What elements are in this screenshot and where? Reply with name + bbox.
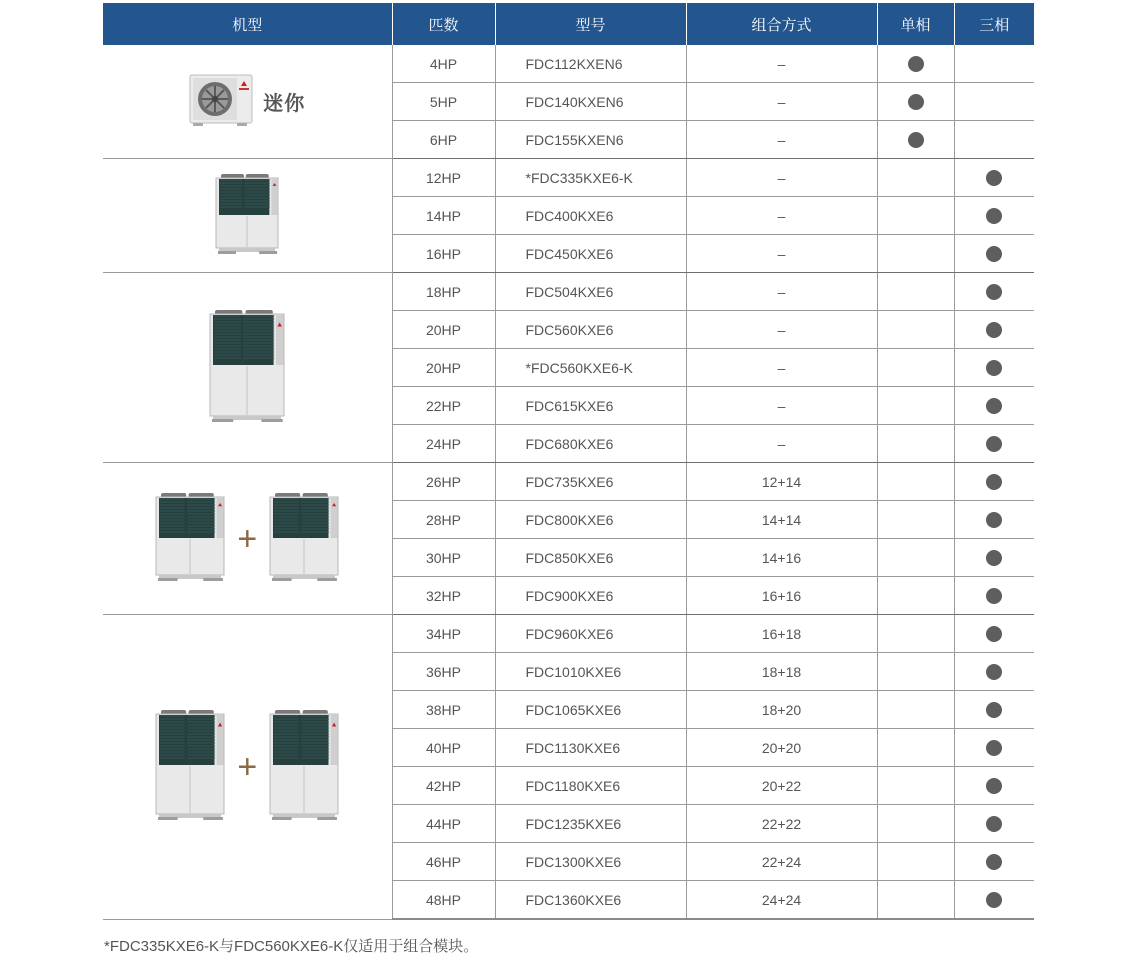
horsepower-cell: 40HP bbox=[392, 729, 495, 767]
horsepower-cell: 24HP bbox=[392, 425, 495, 463]
plus-sign: + bbox=[237, 519, 258, 558]
availability-dot-icon bbox=[986, 550, 1002, 566]
unit-type-cell bbox=[103, 273, 392, 463]
horsepower-cell: 26HP bbox=[392, 463, 495, 501]
model-number-cell: FDC400KXE6 bbox=[495, 197, 686, 235]
horsepower-cell: 42HP bbox=[392, 767, 495, 805]
combination-cell: – bbox=[686, 425, 877, 463]
three-phase-cell bbox=[954, 577, 1034, 615]
single-phase-cell bbox=[877, 463, 954, 501]
single-phase-cell bbox=[877, 349, 954, 387]
single-phase-cell bbox=[877, 121, 954, 159]
header-single-phase: 单相 bbox=[877, 3, 954, 45]
availability-dot-icon bbox=[986, 322, 1002, 338]
combination-cell: 18+20 bbox=[686, 691, 877, 729]
combination-cell: – bbox=[686, 159, 877, 197]
unit-type-cell bbox=[103, 615, 392, 920]
horsepower-cell: 44HP bbox=[392, 805, 495, 843]
combination-cell: 22+24 bbox=[686, 843, 877, 881]
horsepower-cell: 30HP bbox=[392, 539, 495, 577]
three-phase-cell bbox=[954, 805, 1034, 843]
unit-type-cell bbox=[103, 45, 392, 159]
availability-dot-icon bbox=[986, 474, 1002, 490]
horsepower-cell: 34HP bbox=[392, 615, 495, 653]
combination-cell: 14+14 bbox=[686, 501, 877, 539]
three-phase-cell bbox=[954, 197, 1034, 235]
unit-type-cell bbox=[103, 159, 392, 273]
mini-outdoor-unit-icon bbox=[189, 73, 253, 130]
horsepower-cell: 5HP bbox=[392, 83, 495, 121]
model-number-cell: FDC680KXE6 bbox=[495, 425, 686, 463]
availability-dot-icon bbox=[908, 94, 924, 110]
horsepower-cell: 36HP bbox=[392, 653, 495, 691]
availability-dot-icon bbox=[986, 702, 1002, 718]
horsepower-cell: 38HP bbox=[392, 691, 495, 729]
table-row bbox=[103, 615, 1034, 653]
model-number-cell: FDC1360KXE6 bbox=[495, 881, 686, 920]
unit-type-cell bbox=[103, 463, 392, 615]
header-horsepower: 匹数 bbox=[392, 3, 495, 45]
horsepower-cell: 16HP bbox=[392, 235, 495, 273]
table-row bbox=[103, 45, 1034, 83]
model-number-cell: FDC155KXEN6 bbox=[495, 121, 686, 159]
product-spec-table bbox=[103, 3, 1034, 920]
single-phase-cell bbox=[877, 197, 954, 235]
availability-dot-icon bbox=[986, 360, 1002, 376]
horsepower-cell: 12HP bbox=[392, 159, 495, 197]
small-module-unit-second-icon bbox=[269, 493, 339, 584]
three-phase-cell bbox=[954, 729, 1034, 767]
three-phase-cell bbox=[954, 653, 1034, 691]
horsepower-cell: 4HP bbox=[392, 45, 495, 83]
model-number-cell: FDC504KXE6 bbox=[495, 273, 686, 311]
model-number-cell: FDC1065KXE6 bbox=[495, 691, 686, 729]
model-number-cell: FDC850KXE6 bbox=[495, 539, 686, 577]
three-phase-cell bbox=[954, 273, 1034, 311]
single-phase-cell bbox=[877, 805, 954, 843]
horsepower-cell: 28HP bbox=[392, 501, 495, 539]
three-phase-cell bbox=[954, 691, 1034, 729]
horsepower-cell: 6HP bbox=[392, 121, 495, 159]
three-phase-cell bbox=[954, 121, 1034, 159]
model-number-cell: *FDC560KXE6-K bbox=[495, 349, 686, 387]
combination-cell: 16+18 bbox=[686, 615, 877, 653]
single-phase-cell bbox=[877, 767, 954, 805]
availability-dot-icon bbox=[908, 56, 924, 72]
header-unit-type: 机型 bbox=[103, 3, 392, 45]
availability-dot-icon bbox=[986, 778, 1002, 794]
combination-cell: 12+14 bbox=[686, 463, 877, 501]
combination-cell: 20+22 bbox=[686, 767, 877, 805]
three-phase-cell bbox=[954, 881, 1034, 920]
combination-cell: 18+18 bbox=[686, 653, 877, 691]
availability-dot-icon bbox=[986, 436, 1002, 452]
table-row bbox=[103, 463, 1034, 501]
combination-cell: – bbox=[686, 197, 877, 235]
model-number-cell: FDC450KXE6 bbox=[495, 235, 686, 273]
single-phase-cell bbox=[877, 45, 954, 83]
availability-dot-icon bbox=[986, 892, 1002, 908]
table-row bbox=[103, 159, 1034, 197]
single-phase-cell bbox=[877, 729, 954, 767]
single-phase-cell bbox=[877, 881, 954, 920]
horsepower-cell: 32HP bbox=[392, 577, 495, 615]
single-phase-cell bbox=[877, 615, 954, 653]
single-phase-cell bbox=[877, 539, 954, 577]
model-number-cell: FDC615KXE6 bbox=[495, 387, 686, 425]
model-number-cell: FDC800KXE6 bbox=[495, 501, 686, 539]
single-phase-cell bbox=[877, 83, 954, 121]
header-combination: 组合方式 bbox=[686, 3, 877, 45]
single-phase-cell bbox=[877, 843, 954, 881]
three-phase-cell bbox=[954, 235, 1034, 273]
combination-cell: – bbox=[686, 45, 877, 83]
model-number-cell: FDC1300KXE6 bbox=[495, 843, 686, 881]
three-phase-cell bbox=[954, 615, 1034, 653]
combination-cell: 24+24 bbox=[686, 881, 877, 920]
three-phase-cell bbox=[954, 425, 1034, 463]
model-number-cell: FDC112KXEN6 bbox=[495, 45, 686, 83]
combination-cell: – bbox=[686, 121, 877, 159]
three-phase-cell bbox=[954, 387, 1034, 425]
table-header-row bbox=[103, 3, 1034, 45]
model-number-cell: FDC960KXE6 bbox=[495, 615, 686, 653]
large-module-unit-second-icon bbox=[269, 710, 339, 823]
model-number-cell: *FDC335KXE6-K bbox=[495, 159, 686, 197]
combination-cell: – bbox=[686, 83, 877, 121]
three-phase-cell bbox=[954, 463, 1034, 501]
combination-cell: – bbox=[686, 311, 877, 349]
horsepower-cell: 20HP bbox=[392, 311, 495, 349]
horsepower-cell: 18HP bbox=[392, 273, 495, 311]
model-number-cell: FDC1010KXE6 bbox=[495, 653, 686, 691]
availability-dot-icon bbox=[986, 512, 1002, 528]
combination-cell: – bbox=[686, 349, 877, 387]
single-phase-cell bbox=[877, 159, 954, 197]
availability-dot-icon bbox=[986, 626, 1002, 642]
availability-dot-icon bbox=[986, 816, 1002, 832]
large-module-unit-icon bbox=[209, 310, 285, 425]
model-number-cell: FDC560KXE6 bbox=[495, 311, 686, 349]
single-phase-cell bbox=[877, 425, 954, 463]
combination-cell: 20+20 bbox=[686, 729, 877, 767]
availability-dot-icon bbox=[986, 854, 1002, 870]
horsepower-cell: 14HP bbox=[392, 197, 495, 235]
combination-cell: 14+16 bbox=[686, 539, 877, 577]
availability-dot-icon bbox=[986, 284, 1002, 300]
three-phase-cell bbox=[954, 539, 1034, 577]
model-number-cell: FDC140KXEN6 bbox=[495, 83, 686, 121]
horsepower-cell: 48HP bbox=[392, 881, 495, 920]
combination-cell: – bbox=[686, 387, 877, 425]
model-number-cell: FDC1235KXE6 bbox=[495, 805, 686, 843]
single-phase-cell bbox=[877, 235, 954, 273]
horsepower-cell: 46HP bbox=[392, 843, 495, 881]
large-module-combination-icon bbox=[155, 710, 225, 823]
combination-cell: 22+22 bbox=[686, 805, 877, 843]
single-phase-cell bbox=[877, 311, 954, 349]
unit-type-label: 迷你 bbox=[263, 93, 306, 115]
three-phase-cell bbox=[954, 501, 1034, 539]
plus-sign: + bbox=[237, 747, 258, 786]
single-phase-cell bbox=[877, 691, 954, 729]
availability-dot-icon bbox=[986, 246, 1002, 262]
availability-dot-icon bbox=[986, 588, 1002, 604]
horsepower-cell: 22HP bbox=[392, 387, 495, 425]
single-phase-cell bbox=[877, 273, 954, 311]
availability-dot-icon bbox=[986, 170, 1002, 186]
single-phase-cell bbox=[877, 387, 954, 425]
footnote: *FDC335KXE6-K与FDC560KXE6-K仅适用于组合模块。 bbox=[104, 938, 479, 955]
three-phase-cell bbox=[954, 843, 1034, 881]
small-module-unit-icon bbox=[215, 174, 279, 257]
three-phase-cell bbox=[954, 767, 1034, 805]
table-row bbox=[103, 273, 1034, 311]
availability-dot-icon bbox=[986, 664, 1002, 680]
horsepower-cell: 20HP bbox=[392, 349, 495, 387]
three-phase-cell bbox=[954, 83, 1034, 121]
availability-dot-icon bbox=[908, 132, 924, 148]
model-number-cell: FDC1180KXE6 bbox=[495, 767, 686, 805]
three-phase-cell bbox=[954, 159, 1034, 197]
three-phase-cell bbox=[954, 349, 1034, 387]
model-number-cell: FDC735KXE6 bbox=[495, 463, 686, 501]
combination-cell: – bbox=[686, 235, 877, 273]
single-phase-cell bbox=[877, 501, 954, 539]
three-phase-cell bbox=[954, 311, 1034, 349]
availability-dot-icon bbox=[986, 398, 1002, 414]
model-number-cell: FDC900KXE6 bbox=[495, 577, 686, 615]
header-three-phase: 三相 bbox=[954, 3, 1034, 45]
header-model-number: 型号 bbox=[495, 3, 686, 45]
single-phase-cell bbox=[877, 577, 954, 615]
three-phase-cell bbox=[954, 45, 1034, 83]
combination-cell: – bbox=[686, 273, 877, 311]
small-module-combination-icon bbox=[155, 493, 225, 584]
model-number-cell: FDC1130KXE6 bbox=[495, 729, 686, 767]
single-phase-cell bbox=[877, 653, 954, 691]
combination-cell: 16+16 bbox=[686, 577, 877, 615]
availability-dot-icon bbox=[986, 208, 1002, 224]
availability-dot-icon bbox=[986, 740, 1002, 756]
